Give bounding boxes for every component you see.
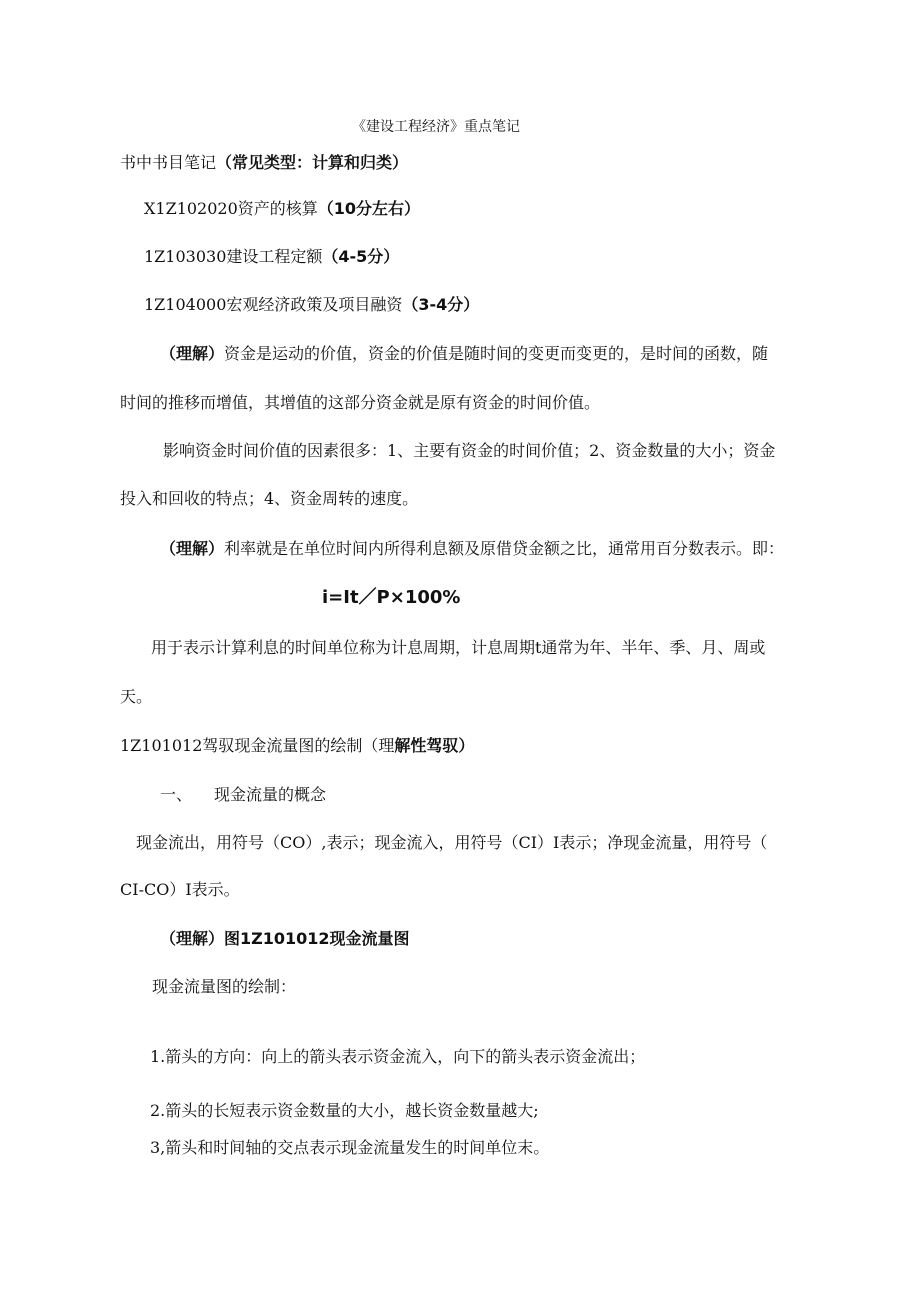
paragraph-line: [160, 538, 784, 560]
chapter-line: [144, 198, 420, 220]
figure-caption-text: 图1Z101012现金流量图: [224, 929, 410, 948]
paragraph-line: 投入和回收的特点；4、资金周转的速度。: [120, 489, 419, 508]
paragraph-line: 现金流出，用符号（CO）,表示；现金流入，用符号（CI）I表示；净现金流量，用符号（: [136, 833, 768, 852]
drawing-title: 现金流量图的绘制：: [152, 977, 297, 996]
chapter-score: （10分左右）: [317, 199, 421, 218]
subsection-number: 一、: [160, 785, 193, 804]
subsection-heading: [160, 784, 326, 806]
chapter-line: [144, 246, 399, 268]
chapter-score: （3-4分）: [402, 295, 480, 314]
intro-text: 书中书目笔记: [120, 153, 217, 172]
chapter-text: X1Z102020资产的核算: [144, 199, 318, 218]
section-bold: 解性驾驭）: [394, 736, 475, 755]
chapter-text: 1Z103030建设工程定额: [144, 247, 323, 266]
figure-caption: [160, 928, 410, 950]
intro-line: [120, 152, 408, 174]
page-title: 《建设工程经济》重点笔记: [352, 119, 520, 135]
section-text: 1Z101012驾驭现金流量图的绘制（理: [120, 736, 395, 755]
subsection-text: 现金流量的概念: [214, 785, 327, 804]
paragraph-text: 资金是运动的价值，资金的价值是随时间的变更而变更的，是时间的函数，随: [224, 344, 769, 363]
list-item: 1.箭头的方向：向上的箭头表示资金流入，向下的箭头表示资金流出；: [150, 1047, 646, 1066]
paragraph-line: 时间的推移而增值，其增值的这部分资金就是原有资金的时间价值。: [120, 393, 601, 412]
paragraph-line: 影响资金时间价值的因素很多：1、主要有资金的时间价值；2、资金数量的大小；资金: [163, 441, 776, 460]
paragraph-line: CI-CO）I表示。: [120, 880, 240, 899]
paragraph-line: [160, 343, 768, 365]
list-item: 2.箭头的长短表示资金数量的大小，越长资金数量越大;: [150, 1101, 539, 1120]
chapter-score: （4-5分）: [322, 247, 400, 266]
paragraph-line: 用于表示计算利息的时间单位称为计息周期，计息周期t通常为年、半年、季、月、周或: [151, 638, 766, 657]
chapter-line: [144, 294, 479, 316]
list-item: 3,箭头和时间轴的交点表示现金流量发生的时间单位末。: [150, 1138, 550, 1157]
understand-tag: （理解）: [160, 929, 225, 948]
understand-tag: （理解）: [160, 539, 225, 558]
understand-tag: （理解）: [160, 344, 225, 363]
section-heading: [120, 735, 474, 757]
paragraph-line: 天。: [120, 687, 153, 706]
intro-bold: （常见类型：计算和归类）: [216, 153, 409, 172]
interest-formula: i=It／P×100%: [322, 587, 461, 608]
paragraph-text: 利率就是在单位时间内所得利息额及原借贷金额之比，通常用百分数表示。即：: [224, 539, 785, 558]
chapter-text: 1Z104000宏观经济政策及项目融资: [144, 295, 403, 314]
